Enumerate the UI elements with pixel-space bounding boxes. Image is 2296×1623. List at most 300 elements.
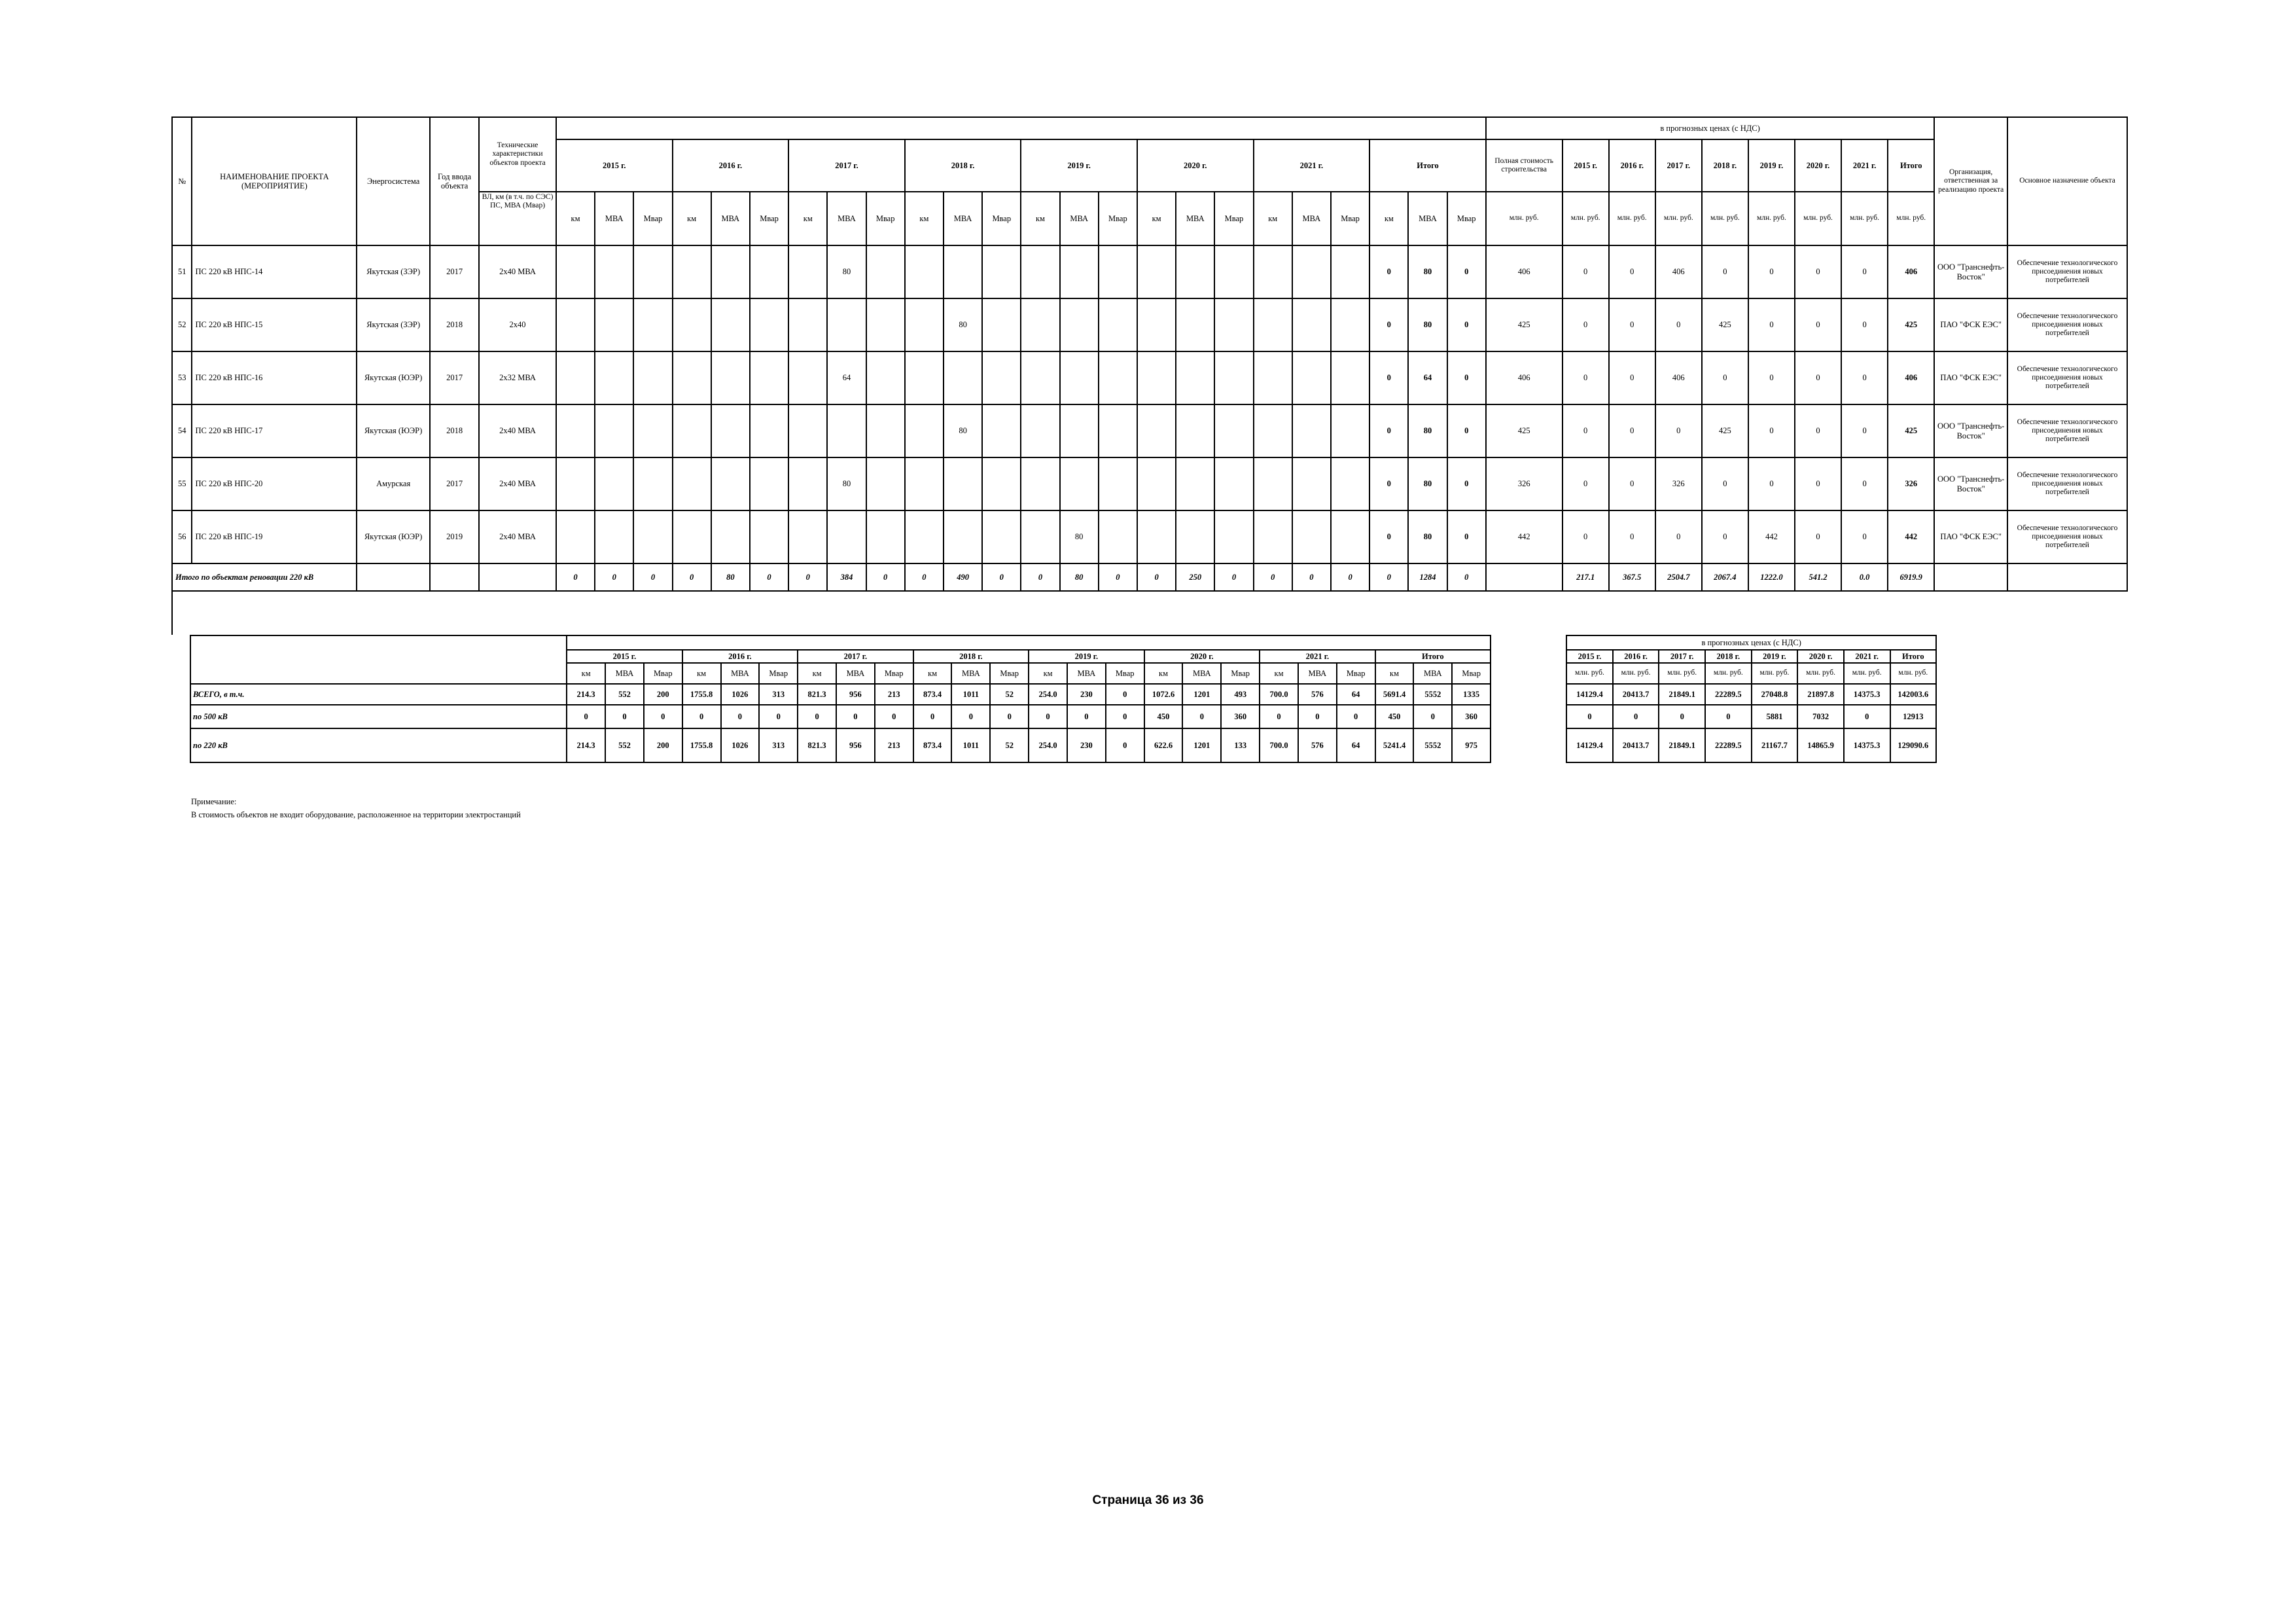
- row-value: [788, 457, 827, 510]
- summary-value: 873.4: [913, 728, 952, 762]
- header-cost-unit: млн. руб.: [1655, 192, 1702, 245]
- row-value: [633, 457, 672, 510]
- header-cost-year: 2016 г.: [1609, 139, 1655, 192]
- total-cost: 6919.9: [1888, 563, 1934, 591]
- row-value: [1137, 510, 1176, 563]
- summary-row: [190, 728, 2128, 762]
- summary-blank-top: [567, 635, 1491, 650]
- row-value: [750, 298, 788, 351]
- summary-value: 552: [605, 728, 644, 762]
- row-value: [1021, 298, 1059, 351]
- summary-value: 493: [1221, 684, 1260, 705]
- table-row: [172, 298, 2127, 351]
- summary-value: 133: [1221, 728, 1260, 762]
- row-value: [866, 404, 905, 457]
- row-value: 0: [1369, 404, 1408, 457]
- summary-unit: Мвар: [644, 663, 682, 684]
- summary-cost: 5881: [1752, 705, 1798, 728]
- summary-cost: 12913: [1890, 705, 1937, 728]
- row-no: 53: [172, 351, 192, 404]
- total-blank: [357, 563, 430, 591]
- row-value: [866, 351, 905, 404]
- row-purpose: Обеспечение технологического присоединения новых потребителей: [2007, 245, 2127, 298]
- summary-value: 700.0: [1260, 728, 1298, 762]
- row-value: [866, 510, 905, 563]
- row-org: ООО "Транснефть-Восток": [1934, 404, 2007, 457]
- row-cost: 0: [1841, 404, 1888, 457]
- total-value: 1284: [1408, 563, 1447, 591]
- summary-cost: 0: [1659, 705, 1705, 728]
- summary-value: 254.0: [1029, 684, 1067, 705]
- total-value: 0: [1447, 563, 1486, 591]
- table-row: [172, 245, 2127, 298]
- total-value: 0: [1254, 563, 1292, 591]
- row-cost: 406: [1655, 351, 1702, 404]
- row-value: [827, 510, 866, 563]
- row-cost: 0: [1563, 245, 1609, 298]
- summary-cost: 27048.8: [1752, 684, 1798, 705]
- summary-value: 0: [836, 705, 875, 728]
- total-value: 0: [750, 563, 788, 591]
- summary-gap: [1491, 728, 1566, 762]
- row-value: [750, 510, 788, 563]
- row-value: [1176, 457, 1214, 510]
- header-energy-system: Энергосистема: [357, 117, 430, 245]
- row-cost: 0: [1609, 298, 1655, 351]
- row-value: [673, 298, 711, 351]
- summary-cost: 21167.7: [1752, 728, 1798, 762]
- summary-cost: 22289.5: [1705, 684, 1752, 705]
- row-value: [1176, 351, 1214, 404]
- header-cost-unit: млн. руб.: [1888, 192, 1934, 245]
- row-value: [1099, 245, 1137, 298]
- summary-cost-year: 2018 г.: [1705, 650, 1752, 663]
- row-value: [1137, 245, 1176, 298]
- row-value: [1099, 298, 1137, 351]
- row-tech: 2х32 МВА: [479, 351, 556, 404]
- row-value: [1137, 404, 1176, 457]
- row-value: [595, 298, 633, 351]
- row-value: [1176, 404, 1214, 457]
- row-value: [711, 510, 750, 563]
- summary-table: [190, 635, 2128, 763]
- summary-unit: км: [1144, 663, 1183, 684]
- row-cost: 0: [1795, 457, 1841, 510]
- total-value: 0: [1369, 563, 1408, 591]
- row-value: [866, 457, 905, 510]
- summary-unit: МВА: [836, 663, 875, 684]
- row-cost: 0: [1795, 351, 1841, 404]
- row-cost: 0: [1748, 457, 1795, 510]
- row-purpose: Обеспечение технологического присоединения новых потребителей: [2007, 457, 2127, 510]
- row-tech: 2х40: [479, 298, 556, 351]
- summary-value: 956: [836, 728, 875, 762]
- total-cost: 2067.4: [1702, 563, 1748, 591]
- total-value: 384: [827, 563, 866, 591]
- total-value: 0: [1099, 563, 1137, 591]
- total-blank: [2007, 563, 2127, 591]
- row-value: [595, 245, 633, 298]
- summary-year: 2015 г.: [567, 650, 682, 663]
- summary-value: 1201: [1182, 684, 1221, 705]
- summary-value: 200: [644, 684, 682, 705]
- summary-unit: Мвар: [990, 663, 1029, 684]
- summary-year: 2018 г.: [913, 650, 1029, 663]
- row-name: ПС 220 кВ НПС-17: [192, 404, 357, 457]
- row-value: 0: [1447, 245, 1486, 298]
- row-value: 80: [827, 245, 866, 298]
- row-full-cost: 425: [1486, 404, 1563, 457]
- row-value: [788, 298, 827, 351]
- total-value: 250: [1176, 563, 1214, 591]
- header-unit: км: [905, 192, 944, 245]
- row-cost: 0: [1563, 351, 1609, 404]
- header-cost-year: 2019 г.: [1748, 139, 1795, 192]
- row-cost: 0: [1563, 457, 1609, 510]
- header-unit: МВА: [827, 192, 866, 245]
- row-org: ООО "Транснефть-Восток": [1934, 245, 2007, 298]
- header-cost-unit: млн. руб.: [1486, 192, 1563, 245]
- row-value: [633, 510, 672, 563]
- header-unit: МВА: [944, 192, 982, 245]
- summary-value: 360: [1221, 705, 1260, 728]
- summary-value: 52: [990, 684, 1029, 705]
- summary-year: 2021 г.: [1260, 650, 1375, 663]
- total-value: 0: [556, 563, 595, 591]
- summary-value: 0: [1413, 705, 1452, 728]
- row-value: [1292, 245, 1331, 298]
- row-cost: 0: [1841, 351, 1888, 404]
- row-value: [1021, 351, 1059, 404]
- row-value: [1331, 245, 1369, 298]
- row-year: 2018: [430, 404, 479, 457]
- row-value: [905, 298, 944, 351]
- row-cost: 0: [1748, 351, 1795, 404]
- row-value: [1214, 457, 1253, 510]
- header-year-entry: Год ввода объекта: [430, 117, 479, 245]
- row-value: [1214, 351, 1253, 404]
- row-value: [633, 351, 672, 404]
- summary-value: 230: [1067, 728, 1106, 762]
- row-value: [1254, 298, 1292, 351]
- header-year: 2018 г.: [905, 139, 1021, 192]
- row-value: [556, 245, 595, 298]
- summary-value: 956: [836, 684, 875, 705]
- table-row: [172, 404, 2127, 457]
- row-value: [633, 298, 672, 351]
- summary-value: 821.3: [798, 684, 836, 705]
- summary-value: 1011: [951, 684, 990, 705]
- row-value: [1137, 298, 1176, 351]
- summary-unit: Мвар: [1106, 663, 1144, 684]
- summary-value: 0: [1106, 705, 1144, 728]
- row-value: [1254, 245, 1292, 298]
- summary-value: 0: [682, 705, 721, 728]
- total-cost: 367.5: [1609, 563, 1655, 591]
- row-value: [1214, 404, 1253, 457]
- row-value: 0: [1369, 298, 1408, 351]
- row-value: [1292, 298, 1331, 351]
- summary-unit: км: [1375, 663, 1414, 684]
- row-cost: 425: [1888, 298, 1934, 351]
- summary-label: по 220 кВ: [190, 728, 567, 762]
- row-cost: 0: [1609, 510, 1655, 563]
- summary-value: 0: [951, 705, 990, 728]
- summary-value: 0: [1298, 705, 1337, 728]
- row-value: [633, 404, 672, 457]
- summary-value: 64: [1337, 684, 1375, 705]
- summary-cost: 20413.7: [1613, 684, 1659, 705]
- row-cost: 0: [1655, 404, 1702, 457]
- summary-cost: 14129.4: [1566, 684, 1613, 705]
- row-value: [1176, 245, 1214, 298]
- header-unit: Мвар: [982, 192, 1021, 245]
- row-cost: 0: [1655, 510, 1702, 563]
- header-unit: МВА: [1060, 192, 1099, 245]
- summary-value: 5552: [1413, 684, 1452, 705]
- header-year: 2016 г.: [673, 139, 789, 192]
- row-cost: 0: [1841, 245, 1888, 298]
- summary-label: по 500 кВ: [190, 705, 567, 728]
- summary-unit: км: [798, 663, 836, 684]
- row-value: [1099, 457, 1137, 510]
- row-value: [1331, 298, 1369, 351]
- header-unit: Мвар: [1214, 192, 1253, 245]
- header-unit: МВА: [1408, 192, 1447, 245]
- row-value: 0: [1447, 510, 1486, 563]
- row-value: [1292, 510, 1331, 563]
- header-year: 2021 г.: [1254, 139, 1370, 192]
- summary-cost-year: 2020 г.: [1797, 650, 1844, 663]
- row-cost: 0: [1841, 457, 1888, 510]
- header-unit: Мвар: [750, 192, 788, 245]
- row-value: [750, 245, 788, 298]
- summary-value: 700.0: [1260, 684, 1298, 705]
- row-value: [595, 457, 633, 510]
- row-value: [1099, 510, 1137, 563]
- header-unit: МВА: [1176, 192, 1214, 245]
- row-year: 2017: [430, 351, 479, 404]
- header-year: 2019 г.: [1021, 139, 1137, 192]
- row-value: [673, 457, 711, 510]
- summary-value: 0: [913, 705, 952, 728]
- row-value: 80: [1408, 457, 1447, 510]
- summary-cost-unit: млн. руб.: [1566, 663, 1613, 684]
- summary-cost: 0: [1705, 705, 1752, 728]
- total-value: 0: [595, 563, 633, 591]
- row-energy-system: Амурская: [357, 457, 430, 510]
- summary-cost-unit: млн. руб.: [1844, 663, 1890, 684]
- header-forecast: в прогнозных ценах (с НДС): [1486, 117, 1935, 139]
- header-no: №: [172, 117, 192, 245]
- summary-value: 0: [1067, 705, 1106, 728]
- header-unit: км: [1137, 192, 1176, 245]
- summary-value: 1011: [951, 728, 990, 762]
- row-value: [1254, 457, 1292, 510]
- header-unit: МВА: [595, 192, 633, 245]
- table-row: [172, 510, 2127, 563]
- header-unit: МВА: [1292, 192, 1331, 245]
- header-unit: км: [673, 192, 711, 245]
- header-cost-year: Итого: [1888, 139, 1934, 192]
- header-unit: Мвар: [1099, 192, 1137, 245]
- total-blank: [1934, 563, 2007, 591]
- row-value: 0: [1369, 510, 1408, 563]
- row-value: [595, 404, 633, 457]
- row-value: [1254, 351, 1292, 404]
- summary-value: 0: [1029, 705, 1067, 728]
- total-row: [172, 563, 2127, 591]
- row-value: [556, 404, 595, 457]
- summary-value: 1755.8: [682, 684, 721, 705]
- header-cost-unit: млн. руб.: [1795, 192, 1841, 245]
- row-value: [1331, 457, 1369, 510]
- summary-value: 0: [759, 705, 798, 728]
- row-cost: 0: [1795, 245, 1841, 298]
- summary-value: 0: [1337, 705, 1375, 728]
- summary-value: 64: [1337, 728, 1375, 762]
- row-value: [982, 351, 1021, 404]
- header-cost-year: 2021 г.: [1841, 139, 1888, 192]
- summary-year: 2016 г.: [682, 650, 798, 663]
- row-no: 52: [172, 298, 192, 351]
- summary-value: 230: [1067, 684, 1106, 705]
- main-table: [171, 116, 2128, 592]
- row-value: [556, 510, 595, 563]
- total-value: 490: [944, 563, 982, 591]
- summary-unit: МВА: [605, 663, 644, 684]
- row-value: [673, 404, 711, 457]
- header-year: 2015 г.: [556, 139, 673, 192]
- row-value: 80: [944, 404, 982, 457]
- row-value: [595, 351, 633, 404]
- row-value: [556, 298, 595, 351]
- row-value: 0: [1447, 351, 1486, 404]
- row-value: [673, 245, 711, 298]
- total-value: 0: [673, 563, 711, 591]
- summary-value: 200: [644, 728, 682, 762]
- total-value: 0: [905, 563, 944, 591]
- row-cost: 406: [1888, 351, 1934, 404]
- row-value: [1254, 510, 1292, 563]
- row-no: 56: [172, 510, 192, 563]
- row-value: [788, 245, 827, 298]
- summary-cost: 7032: [1797, 705, 1844, 728]
- summary-value: 622.6: [1144, 728, 1183, 762]
- total-value: 0: [1137, 563, 1176, 591]
- row-cost: 0: [1702, 245, 1748, 298]
- row-value: [1021, 404, 1059, 457]
- header-cost-year: 2020 г.: [1795, 139, 1841, 192]
- summary-cost-year: Итого: [1890, 650, 1937, 663]
- row-year: 2017: [430, 245, 479, 298]
- row-value: [1292, 351, 1331, 404]
- row-value: [944, 457, 982, 510]
- header-unit: МВА: [711, 192, 750, 245]
- row-tech: 2х40 МВА: [479, 457, 556, 510]
- row-value: [1214, 510, 1253, 563]
- total-label: Итого по объектам реновации 220 кВ: [172, 563, 357, 591]
- row-cost: 425: [1702, 404, 1748, 457]
- total-value: 0: [633, 563, 672, 591]
- row-cost: 0: [1795, 510, 1841, 563]
- row-purpose: Обеспечение технологического присоединения новых потребителей: [2007, 298, 2127, 351]
- summary-row: [190, 705, 2128, 728]
- summary-unit: Мвар: [1221, 663, 1260, 684]
- summary-cost: 21849.1: [1659, 728, 1705, 762]
- row-cost: 0: [1563, 510, 1609, 563]
- row-cost: 425: [1888, 404, 1934, 457]
- row-org: ПАО "ФСК ЕЭС": [1934, 510, 2007, 563]
- row-cost: 406: [1888, 245, 1934, 298]
- row-value: 0: [1447, 404, 1486, 457]
- row-tech: 2х40 МВА: [479, 510, 556, 563]
- summary-value: 0: [644, 705, 682, 728]
- row-value: [1099, 404, 1137, 457]
- summary-label: ВСЕГО, в т.ч.: [190, 684, 567, 705]
- row-no: 51: [172, 245, 192, 298]
- row-value: [1331, 351, 1369, 404]
- row-value: 0: [1447, 298, 1486, 351]
- summary-value: 450: [1375, 705, 1414, 728]
- row-value: [1214, 245, 1253, 298]
- row-cost: 0: [1795, 404, 1841, 457]
- summary-cost: 0: [1613, 705, 1659, 728]
- summary-unit: км: [1029, 663, 1067, 684]
- summary-year: Итого: [1375, 650, 1491, 663]
- row-value: [788, 510, 827, 563]
- total-value: 0: [982, 563, 1021, 591]
- header-unit: км: [1369, 192, 1408, 245]
- header-blank-years: [556, 117, 1486, 139]
- row-name: ПС 220 кВ НПС-20: [192, 457, 357, 510]
- header-unit: Мвар: [1331, 192, 1369, 245]
- row-value: 80: [944, 298, 982, 351]
- row-cost: 425: [1702, 298, 1748, 351]
- row-cost: 326: [1888, 457, 1934, 510]
- summary-value: 0: [1182, 705, 1221, 728]
- summary-unit: Мвар: [1452, 663, 1491, 684]
- summary-value: 0: [990, 705, 1029, 728]
- header-cost-unit: млн. руб.: [1748, 192, 1795, 245]
- total-blank: [479, 563, 556, 591]
- header-tech-sub: ВЛ, км (в т.ч. по СЭС) ПС, МВА (Мвар): [479, 192, 556, 245]
- summary-unit: МВА: [1298, 663, 1337, 684]
- row-full-cost: 326: [1486, 457, 1563, 510]
- summary-year: 2019 г.: [1029, 650, 1144, 663]
- header-purpose: Основное назначение объекта: [2007, 117, 2127, 245]
- summary-value: 450: [1144, 705, 1183, 728]
- summary-value: 213: [875, 684, 913, 705]
- total-value: 0: [1331, 563, 1369, 591]
- row-cost: 326: [1655, 457, 1702, 510]
- row-value: [1137, 457, 1176, 510]
- row-purpose: Обеспечение технологического присоединения новых потребителей: [2007, 510, 2127, 563]
- row-cost: 0: [1563, 404, 1609, 457]
- row-value: [982, 404, 1021, 457]
- row-value: [1060, 298, 1099, 351]
- total-blank: [1486, 563, 1563, 591]
- row-value: [750, 404, 788, 457]
- row-value: 80: [1408, 298, 1447, 351]
- summary-value: 1755.8: [682, 728, 721, 762]
- summary-cost: 142003.6: [1890, 684, 1937, 705]
- summary-cost-year: 2017 г.: [1659, 650, 1705, 663]
- row-no: 55: [172, 457, 192, 510]
- summary-year: 2020 г.: [1144, 650, 1260, 663]
- summary-cost-year: 2019 г.: [1752, 650, 1798, 663]
- row-value: [944, 351, 982, 404]
